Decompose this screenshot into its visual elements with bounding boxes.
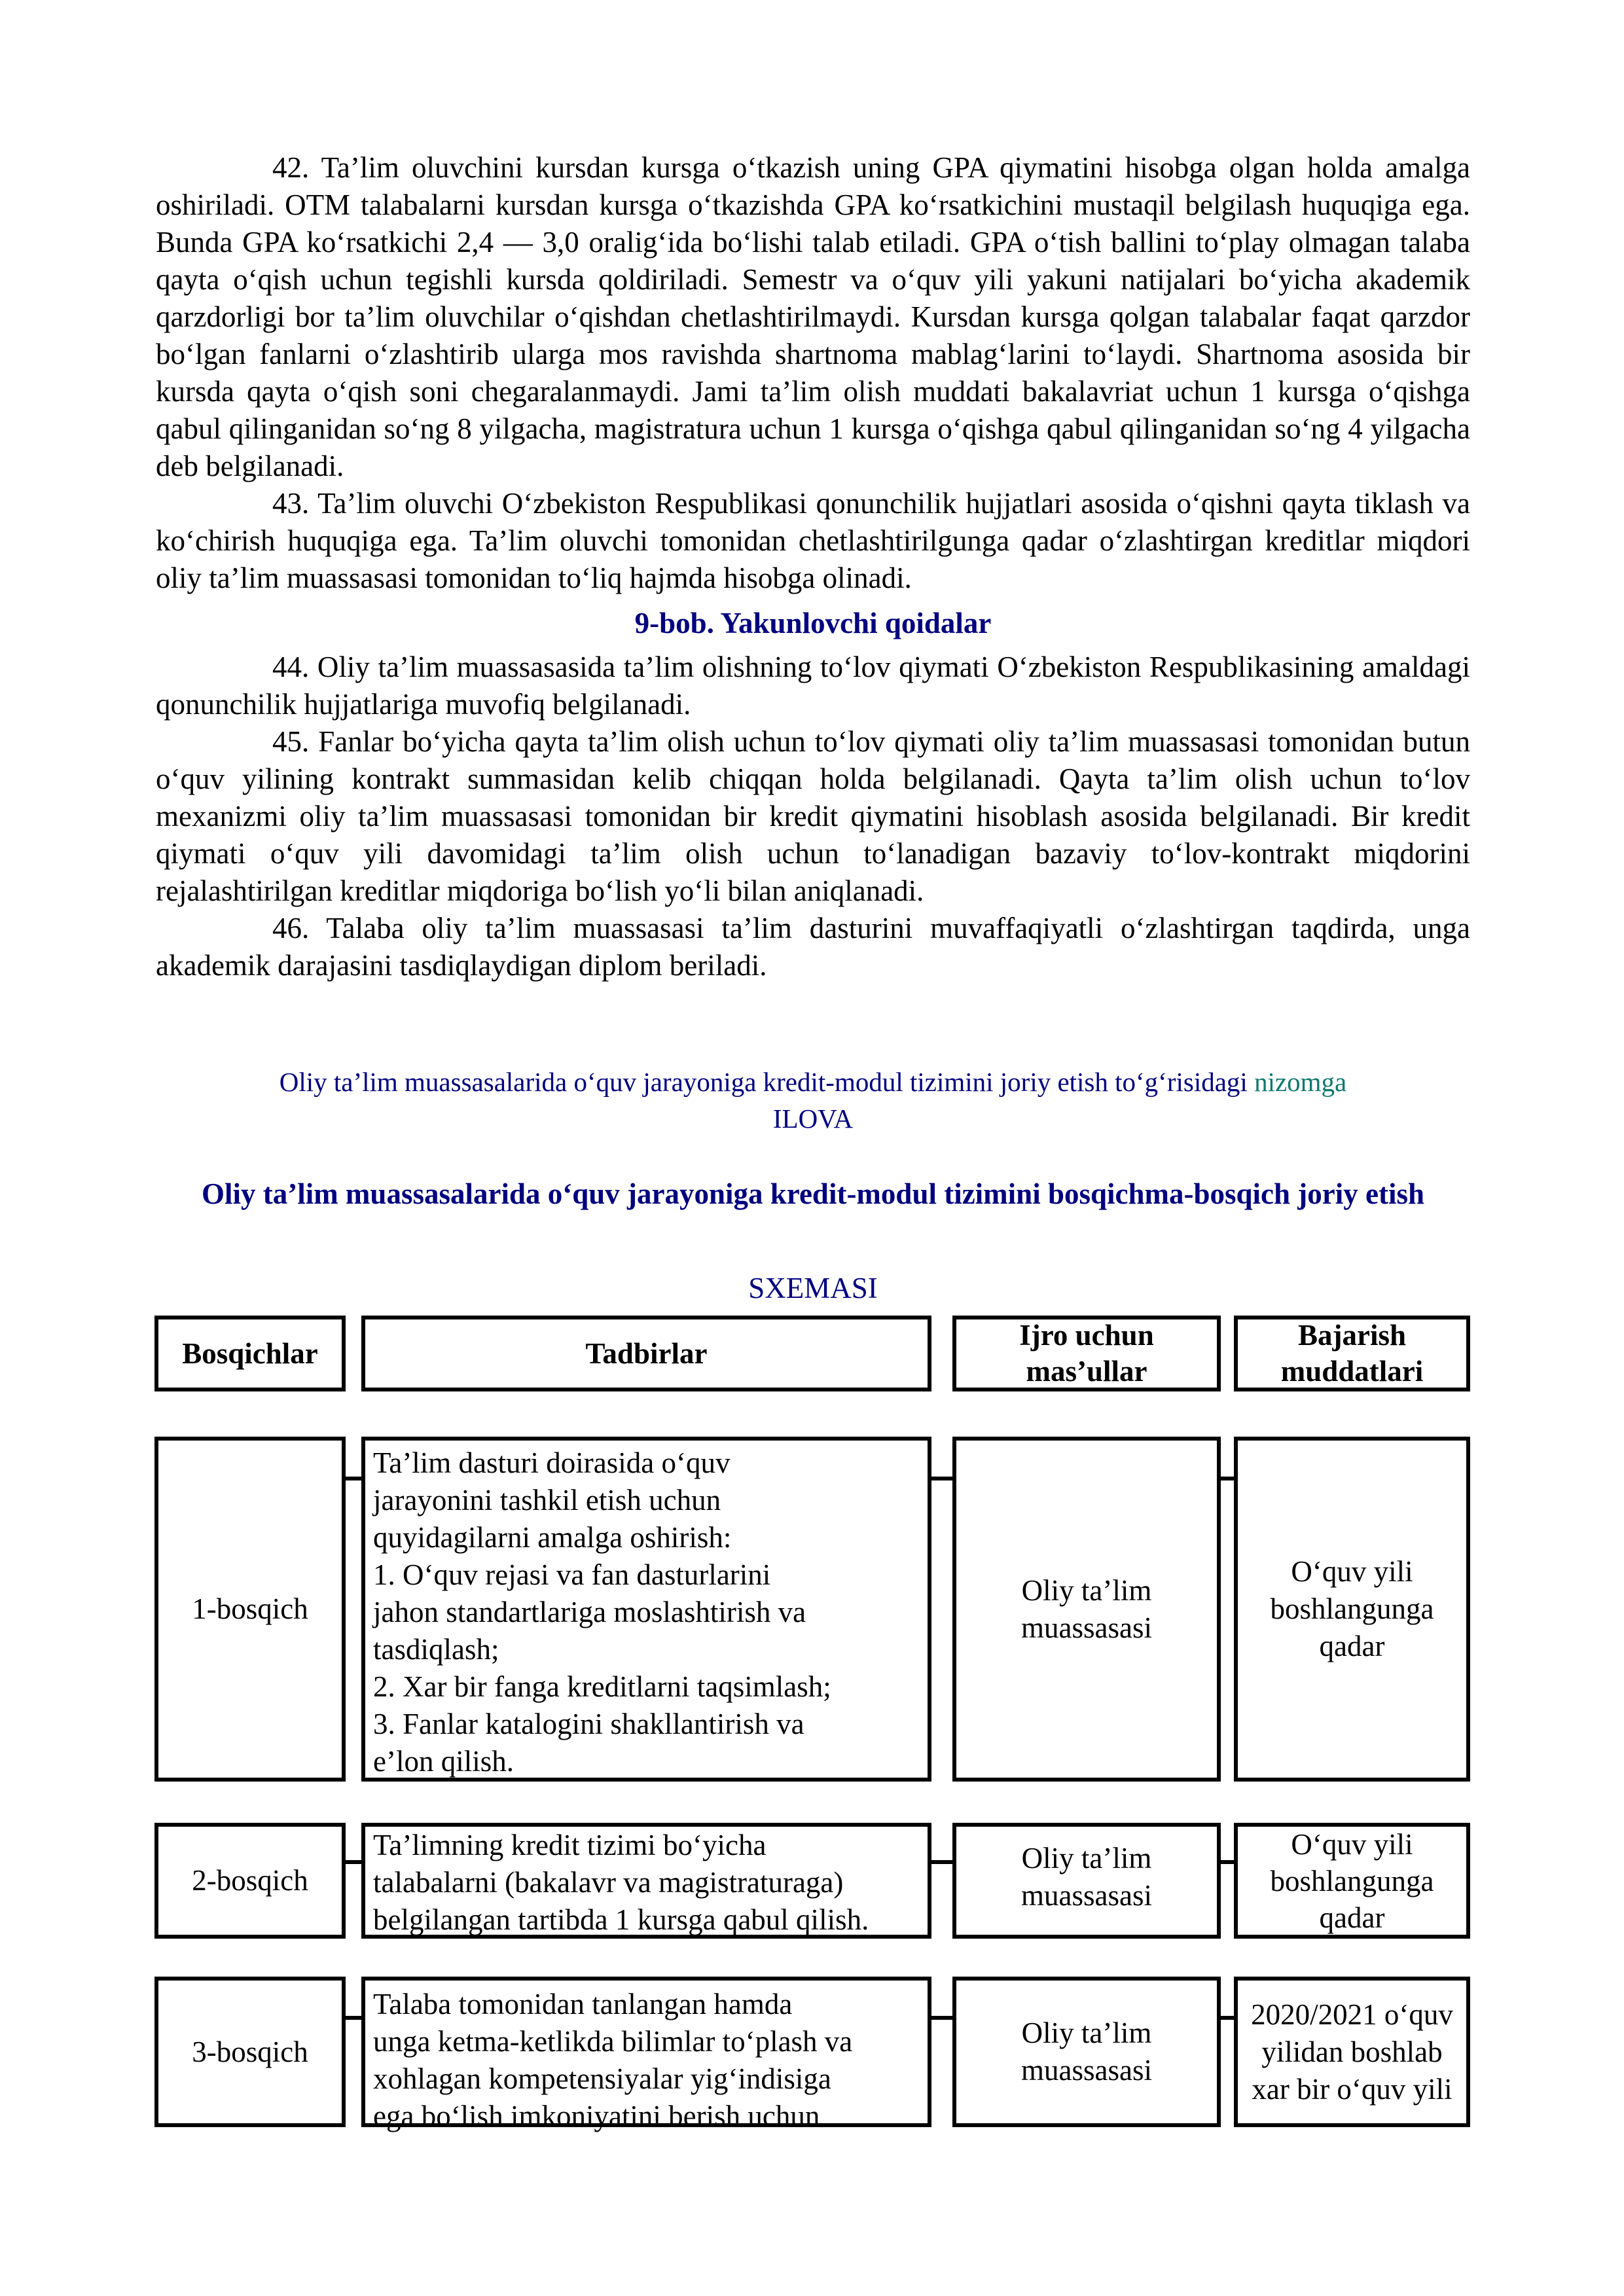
row-1-activities xyxy=(361,1437,931,1782)
row-2-stage-text: 2-bosqich xyxy=(192,1864,308,1897)
row-1-connector-1 xyxy=(345,1477,362,1480)
row-3-responsible xyxy=(952,1977,1221,2127)
row-1-responsible xyxy=(952,1437,1221,1782)
row-3-responsible-text: Oliy ta’lim muassasasi xyxy=(1021,2017,1152,2087)
annex-label: ILOVA xyxy=(772,1103,854,1134)
chapter-heading: 9-bob. Yakunlovchi qoidalar xyxy=(634,607,992,639)
row-3-connector-3 xyxy=(1220,2016,1235,2020)
paragraph-46 xyxy=(156,910,1470,984)
row-1-deadline-text: O‘quv yili boshlangunga qadar xyxy=(1270,1555,1434,1662)
row-2-activities-text: Ta’limning kredit tizimi bo‘yicha talabalarni (bakalavr va magistraturaga) belgilangan tartibda 1 kursga qabul qilish. xyxy=(373,1829,869,1936)
scheme-subtitle: SXEMASI xyxy=(748,1272,878,1304)
paragraph-44 xyxy=(156,649,1470,723)
paragraph-43-text: 43. Ta’lim oluvchi O‘zbekiston Respublikasi qonunchilik hujjatlari asosida o‘qishni qayta tiklash va ko‘chirish huquqiga ega. Ta’lim oluvchi tomonidan chetlashtirilgunga qadar o‘zlashtirgan kreditlar miqdori oliy ta’lim muassasasi tomonidan to‘liq hajmda hisobga olinadi. xyxy=(156,487,1470,594)
paragraph-43 xyxy=(156,485,1470,597)
header-activities xyxy=(361,1316,931,1391)
row-2-connector-2 xyxy=(931,1860,953,1864)
paragraph-45 xyxy=(156,723,1470,910)
document-body xyxy=(156,149,1470,984)
header-stages xyxy=(154,1316,346,1391)
header-responsible-label: Ijro uchun mas’ullar xyxy=(1019,1319,1154,1388)
row-1-deadline xyxy=(1234,1437,1470,1782)
row-3-activities xyxy=(361,1977,931,2132)
annex-reference xyxy=(156,1064,1470,1137)
row-3-activities-text: Talaba tomonidan tanlangan hamda unga ketma-ketlikda bilimlar to‘plash va xohlagan kompetensiyalar yig‘indisiga ega bo‘lish imkoniyatini berish uchun xyxy=(373,1988,853,2132)
row-2-deadline xyxy=(1234,1823,1470,1939)
row-1-activities-text: Ta’lim dasturi doirasida o‘quv jarayonini tashkil etish uchun quyidagilarni amalga oshirish: 1. O‘quv rejasi va fan dasturlarini jahon standartlariga moslashtirish va tasdiqlash; 2. Xar bir fanga kreditlarni taqsimlash; 3. Fanlar katalogini shakllantirish va e’lon qilish. xyxy=(373,1446,831,1778)
header-responsible xyxy=(952,1316,1221,1391)
row-2-deadline-text: O‘quv yili boshlangunga qadar xyxy=(1270,1827,1434,1934)
row-1-connector-2 xyxy=(931,1477,953,1480)
row-2-responsible xyxy=(952,1823,1221,1939)
row-1-responsible-text: Oliy ta’lim muassasasi xyxy=(1021,1573,1152,1644)
row-3-stage xyxy=(154,1977,346,2127)
row-2-connector-1 xyxy=(345,1860,362,1864)
row-1-connector-3 xyxy=(1220,1477,1235,1480)
row-1-stage-text: 1-bosqich xyxy=(192,1592,308,1625)
row-3-connector-2 xyxy=(931,2016,953,2020)
paragraph-42 xyxy=(156,149,1470,485)
header-deadline xyxy=(1234,1316,1470,1391)
row-3-connector-1 xyxy=(345,2016,362,2020)
row-3-stage-text: 3-bosqich xyxy=(192,2035,308,2068)
row-1-stage xyxy=(154,1437,346,1782)
header-stages-label: Bosqichlar xyxy=(182,1336,318,1370)
row-2-connector-3 xyxy=(1220,1860,1235,1864)
header-activities-label: Tadbirlar xyxy=(585,1336,708,1370)
scheme-title: Oliy ta’lim muassasalarida o‘quv jarayoniga kredit-modul tizimini bosqichma-bosqich joriy etish xyxy=(201,1177,1425,1210)
row-2-stage xyxy=(154,1823,346,1939)
row-3-deadline-text: 2020/2021 o‘quv yilidan boshlab xar bir o‘quv yili xyxy=(1251,1998,1453,2106)
paragraph-42-text: 42. Ta’lim oluvchini kursdan kursga o‘tkazish uning GPA qiymatini hisobga olgan holda amalga oshiriladi. OTM talabalarni kursdan kursga o‘tkazishda GPA ko‘rsatkichini mustaqil belgilash huquqiga ega. Bunda GPA ko‘rsatkichi 2,4 — 3,0 oralig‘ida bo‘lishi talab etiladi. GPA o‘tish ballini to‘play olmagan talaba qayta o‘qish uchun tegishli kursda qoldiriladi. Semestr va o‘quv yili yakuni natijalari bo‘yicha akademik qarzdorligi bor ta’lim oluvchilar o‘qishdan chetlashtirilmaydi. Kursdan kursga qolgan talabalar faqat qarzdor bo‘lgan fanlarni o‘zlashtirib ularga mos ravishda shartnoma mablag‘larini to‘laydi. Shartnoma asosida bir kursda qayta o‘qish soni chegaralanmaydi. Jami ta’lim olish muddati bakalavriat uchun 1 kursga o‘qishga qabul qilinganidan so‘ng 8 yilgacha, magistratura uchun 1 kursga o‘qishga qabul qilinganidan so‘ng 4 yilgacha deb belgilanadi. xyxy=(156,151,1470,482)
paragraph-45-text: 45. Fanlar bo‘yicha qayta ta’lim olish uchun to‘lov qiymati oliy ta’lim muassasasi tomonidan butun o‘quv yilining kontrakt summasidan kelib chiqqan holda belgilanadi. Qayta ta’lim olish uchun to‘lov mexanizmi oliy ta’lim muassasasi tomonidan bir kredit qiymatini hisoblash asosida belgilanadi. Bir kredit qiymati o‘quv yili davomidagi ta’lim olish uchun to‘lanadigan bazaviy to‘lov-kontrakt miqdorini rejalashtirilgan kreditlar miqdoriga bo‘lish yo‘li bilan aniqlanadi. xyxy=(156,725,1470,907)
row-3-deadline xyxy=(1234,1977,1470,2127)
paragraph-46-text: 46. Talaba oliy ta’lim muassasasi ta’lim dasturini muvaffaqiyatli o‘zlashtirgan taqdirda, unga akademik darajasini tasdiqlaydigan diplom beriladi. xyxy=(156,912,1470,982)
paragraph-44-text: 44. Oliy ta’lim muassasasida ta’lim olishning to‘lov qiymati O‘zbekiston Respublikasining amaldagi qonunchilik hujjatlariga muvofiq belgilanadi. xyxy=(156,651,1470,721)
annex-reference-link[interactable]: nizomga xyxy=(1254,1067,1347,1097)
header-deadline-label: Bajarish muddatlari xyxy=(1280,1319,1424,1388)
annex-reference-text: Oliy ta’lim muassasalarida o‘quv jarayoniga kredit-modul tizimini joriy etish to‘g‘risidagi xyxy=(279,1067,1248,1097)
row-2-activities xyxy=(361,1823,931,1939)
row-2-responsible-text: Oliy ta’lim muassasasi xyxy=(1021,1842,1152,1912)
